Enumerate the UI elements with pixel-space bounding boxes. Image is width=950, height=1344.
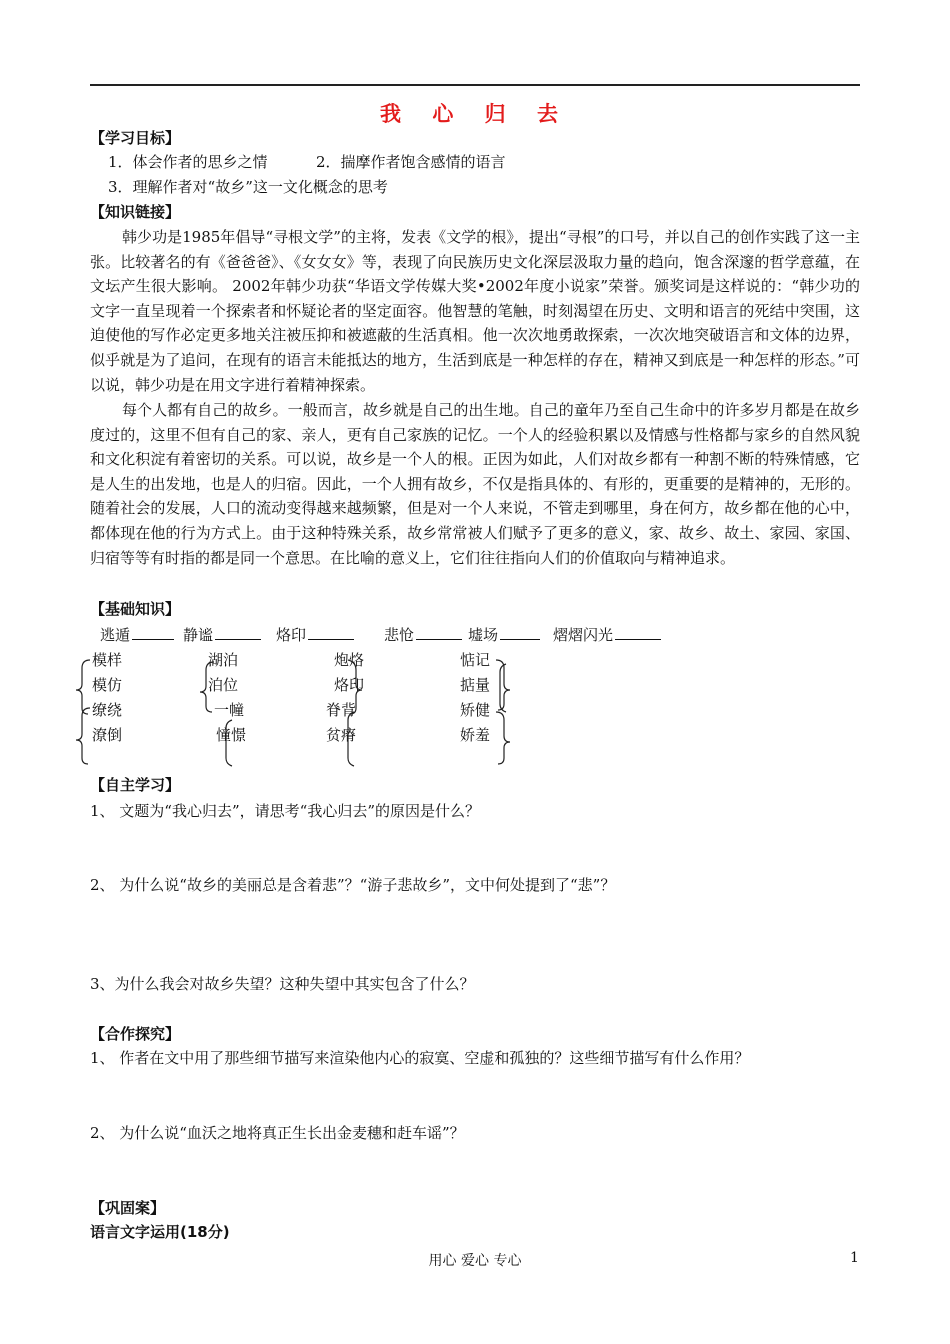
group-3-word: 脊背 (326, 701, 357, 719)
knowledge-header: 【知识链接】 (90, 203, 181, 221)
group-2-word: 湖泊 (208, 651, 239, 669)
group-3-word: 烙印 (334, 676, 365, 694)
pinyin-item: 熠熠闪光 (553, 624, 661, 645)
cooperation-header: 【合作探究】 (90, 1025, 181, 1043)
group-3-word: 贫瘠 (326, 726, 357, 744)
pinyin-item: 逃遁 (100, 624, 174, 645)
group-1-word: 模仿 (92, 676, 123, 694)
pinyin-item: 烙印 (276, 624, 354, 645)
group-3-word: 炮烙 (334, 651, 365, 669)
consolidate-header: 【巩固案】 (90, 1199, 166, 1217)
footer-text: 用心 爱心 专心 (428, 1253, 522, 1269)
knowledge-paragraph-1: 韩少功是1985年倡导“寻根文学”的主将，发表《文学的根》，提出“寻根”的口号，并以自己的创作实践了这一主张。比较著名的有《爸爸爸》、《女女女》等，表现了向民族历史文化深层汲取力量的趋向，饱含深邃的哲学意蕴，在文坛产生很大影响。 2002年韩少功获“华语文学传媒大奖•2002年度小说家”荣誉。颁奖词是这样说的：“韩少功的文字一直呈现着一个探索者和怀疑论者的坚定面容。他智慧的笔触，时刻渴望在历史、文明和语言的死结中突围，这迫使他的写作必定更多地关注被压抑和被遮蔽的生活真相。他一次次地勇敢探索，一次次地突破语言和文体的边界，似乎就是为了追问，在现有的语言未能抵达的地方，生活到底是一种怎样的存在，精神又到底是一种怎样的形态。”可以说，韩少功是在用文字进行着精神探索。 (90, 228, 860, 394)
knowledge-paragraph-2: 每个人都有自己的故乡。一般而言，故乡就是自己的出生地。自己的童年乃至自己生命中的许多岁月都是在故乡度过的，这里不但有自己的家、亲人，更有自己家族的记忆。一个人的经验积累以及情感与性格都与家乡的自然风貌和文化积淀有着密切的关系。可以说，故乡是一个人的根。正因为如此，人们对故乡都有一种割不断的特殊情感，它是人生的出发地，也是人的归宿。因此，一个人拥有故乡，不仅是指具体的、有形的，更重要的是精神的，无形的。随着社会的发展，人口的流动变得越来越频繁，但是对一个人来说，不管走到哪里，身在何方，故乡都在他的心中，都体现在他的行为方式上。由于这种特殊关系，故乡常常被人们赋予了更多的意义，家、故乡、故土、家园、家国、归宿等等有时指的都是同一个意思。在比喻的意义上，它们往往指向人们的价值取向与精神追求。 (90, 401, 860, 567)
group-2-word: 泊位 (208, 676, 239, 694)
pinyin-item: 静谧 (183, 624, 261, 645)
group-4-word: 掂量 (460, 676, 491, 694)
coop-question-1: 1、 作者在文中用了那些细节描写来渲染他内心的寂寞、空虚和孤独的？这些细节描写有什么作用？ (90, 1049, 750, 1067)
language-usage-header: 语言文字运用(18分) (90, 1223, 230, 1241)
goal-1: 1．体会作者的思乡之情 (108, 153, 268, 171)
group-4-word: 娇羞 (460, 726, 491, 744)
page-number: 1 (850, 1250, 859, 1266)
group-1-word: 模样 (92, 651, 123, 669)
goals-header: 【学习目标】 (90, 129, 181, 147)
goal-3: 3．理解作者对“故乡”这一文化概念的思考 (108, 178, 388, 196)
pinyin-item: 悲怆 (384, 624, 462, 645)
goal-2: 2．揣摩作者饱含感情的语言 (316, 153, 506, 171)
group-1-word: 潦倒 (92, 726, 123, 744)
self-question-3: 3、为什么我会对故乡失望？这种失望中其实包含了什么？ (90, 975, 475, 993)
self-study-header: 【自主学习】 (90, 776, 181, 794)
group-4-word: 惦记 (460, 651, 491, 669)
group-1-word: 缭绕 (92, 701, 123, 719)
basics-header: 【基础知识】 (90, 600, 181, 618)
group-2-word: 憧憬 (216, 726, 247, 744)
self-question-1: 1、 文题为“我心归去”，请思考“我心归去”的原因是什么？ (90, 802, 480, 820)
self-question-2: 2、 为什么说“故乡的美丽总是含着悲”？“游子悲故乡”，文中何处提到了“悲”？ (90, 876, 616, 894)
group-2-word: 一幢 (214, 701, 245, 719)
pinyin-item: 墟场 (468, 624, 540, 645)
page-title: 我 心 归 去 (380, 102, 570, 126)
coop-question-2: 2、 为什么说“血沃之地将真正生长出金麦穗和赶车谣”？ (90, 1124, 465, 1142)
group-4-word: 矫健 (460, 701, 491, 719)
